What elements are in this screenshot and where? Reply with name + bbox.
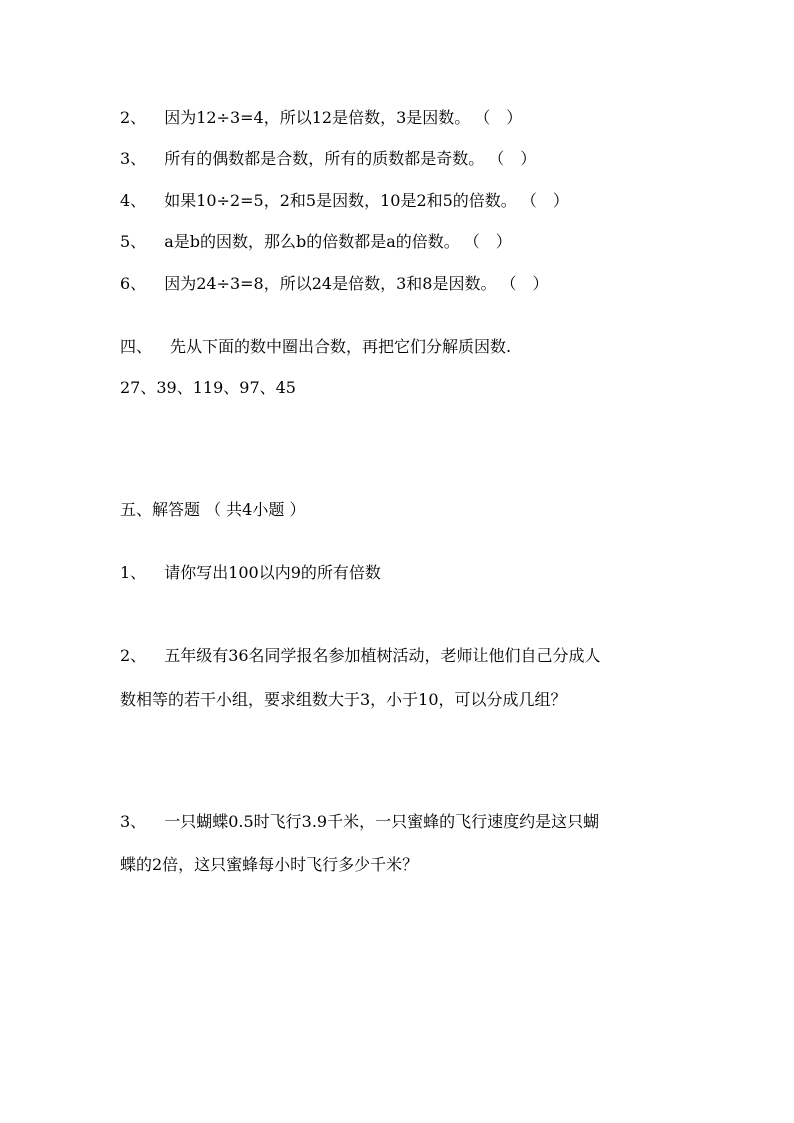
section-5-heading: 五、解答题 （ 共4小题 ） — [120, 500, 306, 519]
item-number: 6、 — [120, 274, 147, 293]
item-number: 3、 — [120, 149, 147, 168]
question-2-line-2: 数相等的若干小组，要求组数大于3，小于10，可以分成几组？ — [120, 690, 567, 709]
item-number: 2、 — [120, 108, 147, 127]
question-text: 请你写出100以内9的所有倍数 — [164, 563, 381, 582]
question-text: 一只蝴蝶0.5时飞行3.9千米，一只蜜蜂的飞行速度约是这只蝴 — [164, 812, 600, 831]
item-number: 4、 — [120, 191, 147, 210]
item-text: 如果10÷2=5，2和5是因数，10是2和5的倍数。 — [164, 191, 517, 210]
section-title: 先从下面的数中圈出合数，再把它们分解质因数. — [170, 337, 512, 356]
judgement-item-3 — [120, 147, 536, 171]
item-text: 因为24÷3=8，所以24是倍数，3和8是因数。 — [164, 274, 497, 293]
answer-parentheses: （ ） — [463, 232, 512, 251]
section-number: 四、 — [120, 337, 153, 356]
item-number: 5、 — [120, 232, 147, 251]
number-list: 27、39、119、97、45 — [120, 378, 296, 397]
answer-parentheses: （ ） — [488, 149, 537, 168]
answer-parentheses: （ ） — [500, 274, 549, 293]
item-text: a是b的因数，那么b的倍数都是a的倍数。 — [164, 232, 460, 251]
question-number: 1、 — [120, 563, 147, 582]
judgement-item-4 — [120, 189, 569, 213]
question-3-line-2: 蝶的2倍，这只蜜蜂每小时飞行多少千米？ — [120, 855, 419, 874]
question-number: 3、 — [120, 812, 147, 831]
judgement-item-2 — [120, 106, 522, 130]
question-2-line-1 — [120, 644, 601, 668]
answer-parentheses: （ ） — [474, 108, 523, 127]
judgement-item-5 — [120, 230, 512, 254]
item-text: 因为12÷3=4，所以12是倍数，3是因数。 — [164, 108, 471, 127]
question-text: 五年级有36名同学报名参加植树活动，老师让他们自己分成人 — [164, 646, 601, 665]
judgement-item-6 — [120, 272, 548, 296]
answer-parentheses: （ ） — [520, 191, 569, 210]
item-text: 所有的偶数都是合数，所有的质数都是奇数。 — [164, 149, 485, 168]
question-3-line-1 — [120, 810, 599, 834]
section-4-heading — [120, 335, 511, 359]
question-number: 2、 — [120, 646, 147, 665]
question-1 — [120, 561, 381, 585]
